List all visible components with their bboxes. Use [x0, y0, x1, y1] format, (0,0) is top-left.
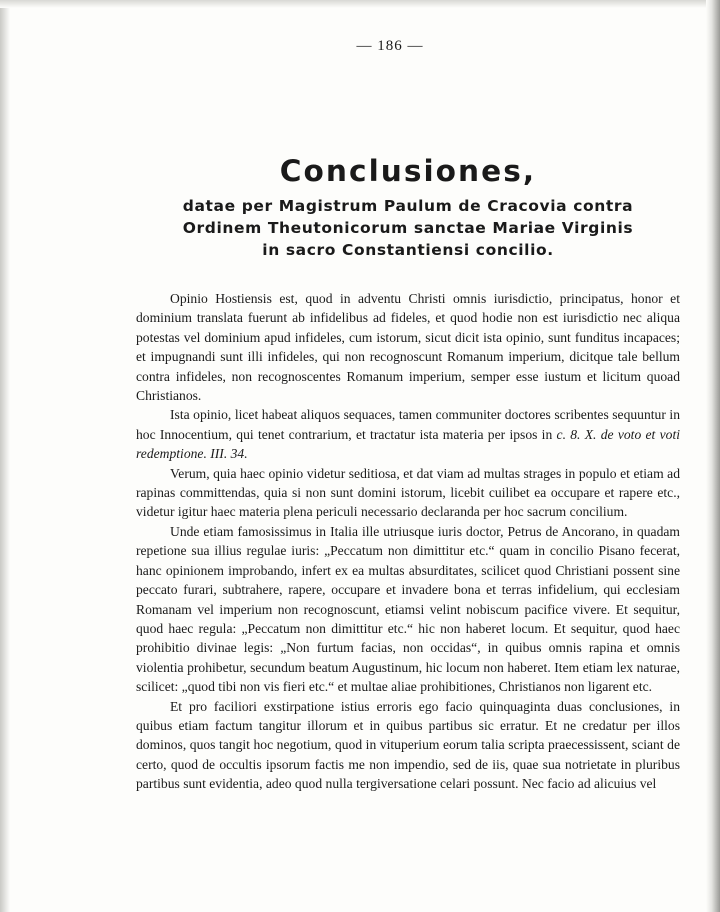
chapter-title: Conclusiones,: [279, 154, 537, 188]
chapter-subtitle: [136, 195, 680, 261]
subtitle-line: in sacro Constantiensi concilio.: [262, 241, 554, 259]
paragraph: [136, 405, 680, 463]
paragraph: [136, 697, 680, 794]
body-text: [136, 289, 680, 794]
paragraph: [136, 289, 680, 405]
page-number: — 186 —: [356, 38, 424, 54]
paragraph-text: Et pro faciliori exstirpatione istius erroris ego facio quinquaginta duas conclusiones, in quibus etiam factum tangitur illorum et in quibus partibus sic erratur. Et ne credatur per illos dominos, quos tangit hoc negotium, quod in vituperium eorum talia scripta praecessissent, sciant de certo, quod de occultis ipsorum factis me non impendio, sed de iis, quae sua notrietate in pluribus partibus sunt evidentia, adeo quod nulla tergiversatione celari possunt. Nec facio ad alicuius vel: [136, 698, 680, 792]
page-edge-top: [0, 0, 720, 8]
page-edge-right: [706, 0, 720, 912]
subtitle-line: datae per Magistrum Paulum de Cracovia contra: [182, 197, 634, 215]
paragraph: [136, 522, 680, 697]
page-edge-left: [0, 0, 10, 912]
paragraph: [136, 464, 680, 522]
paragraph-text: Opinio Hostiensis est, quod in adventu Christi omnis iurisdictio, principatus, honor et dominium translata fuerunt ab infidelibus ad fideles, et quod hodie non est iurisdictio nec aliqua potestas vel dominium apud infideles, cum istorum, sicut dicit ista opinio, sunt funditus incapaces; et impugnandi sunt illi infideles, qui non recognoscunt Romanum imperium, dicitque tale bellum contra infideles, non recognoscentes Romanum imperium, semper esse iustum et licitum quoad Christianos.: [136, 291, 680, 404]
paragraph-text: Unde etiam famosissimus in Italia ille utriusque iuris doctor, Petrus de Ancorano, in quadam repetione sua illius regulae iuris: „Peccatum non dimittitur etc.“ quam in concilio Pisano fecerat, hanc opinionem improbando, infert ex ea multas absurditates, scilicet quod Christiani possent sine peccato furari, subtrahere, rapere, occupare et invadere bona et terras infidelium, qui ecclesiam Romanam vel imperium non recognoscunt, etiamsi velint nobiscum pacifice vivere. Et sequitur, quod haec regula: „Peccatum non dimittitur etc.“ hic non haberet locum. Et sequitur, quod haec prohibitio divinae legis: „Non furtum facias, non occidas“, in quibus omnis rapina et omnis violentia prohibetur, secundum beatum Augustinum, hic locum non haberet. Item etiam lex naturae, scilicet: „quod tibi non vis fieri etc.“ et multae aliae prohibitiones, Christianos non ligarent etc.: [136, 523, 680, 695]
paragraph-text: Verum, quia haec opinio videtur seditiosa, et dat viam ad multas strages in populo et etiam ad rapinas committendas, quia si non sunt domini istorum, licebit cuilibet ea occupare et rapere etc., videtur igitur haec materia plena periculi necessario declaranda per hoc sacrum concilium.: [136, 465, 680, 520]
legal-citation: c. 8. X. de voto et voti redemptione. III. 34.: [136, 426, 680, 462]
paragraph-text: Ista opinio, licet habeat aliquos sequaces, tamen communiter doctores scribentes sequuntur in hoc Innocentium, qui tenet contrarium, et tractatur ista materia per ipsos in: [136, 407, 680, 442]
subtitle-line: Ordinem Theutonicorum sanctae Mariae Virginis: [182, 219, 634, 237]
